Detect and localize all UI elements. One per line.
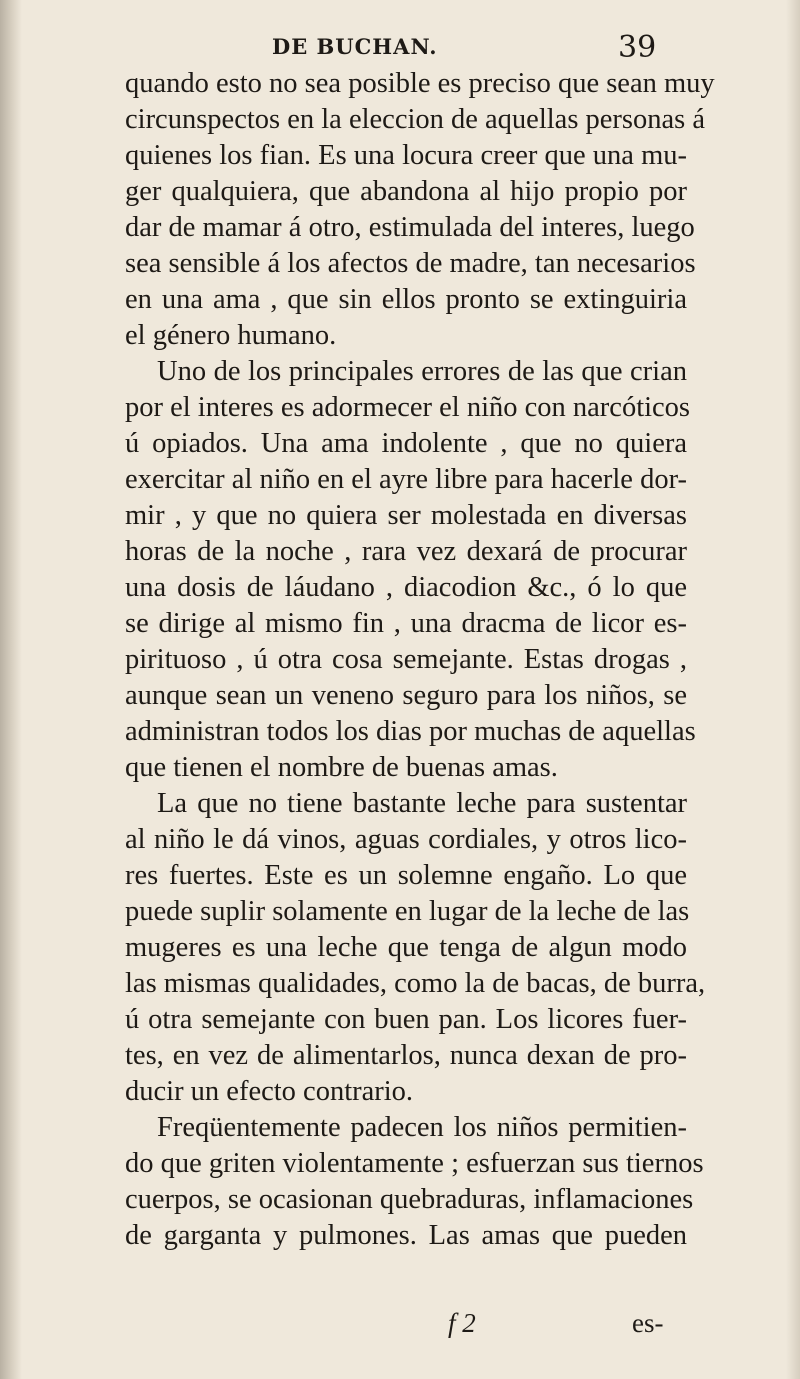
page-edge-shadow: [786, 0, 800, 1379]
gutter-shadow: [0, 0, 22, 1379]
text-line: se dirige al mismo fin , una dracma de licor es-: [125, 608, 687, 639]
page-footer: [0, 1308, 800, 1348]
text-line: mir , y que no quiera ser molestada en diversas: [125, 500, 687, 531]
text-line: ger qualquiera, que abandona al hijo propio por: [125, 176, 687, 207]
text-line: que tienen el nombre de buenas amas.: [125, 752, 558, 783]
text-line: ú otra semejante con buen pan. Los licores fuer-: [125, 1004, 687, 1035]
text-line: las mismas qualidades, como la de bacas, de burra,: [125, 968, 706, 999]
text-line: quando esto no sea posible es preciso que sean muy: [125, 68, 715, 99]
text-line: Uno de los principales errores de las que crian: [157, 356, 687, 387]
running-head: DE BUCHAN.: [272, 34, 438, 59]
text-line: aunque sean un veneno seguro para los niños, se: [125, 680, 687, 711]
text-line: Freqüentemente padecen los niños permitien-: [157, 1112, 687, 1143]
text-line: puede suplir solamente en lugar de la leche de las: [125, 896, 690, 927]
text-line: horas de la noche , rara vez dexará de procurar: [125, 536, 687, 567]
text-line: quienes los fian. Es una locura creer que una mu-: [125, 140, 687, 171]
text-line: do que griten violentamente ; esfuerzan sus tiernos: [125, 1148, 704, 1179]
text-line: tes, en vez de alimentarlos, nunca dexan de pro-: [125, 1040, 687, 1071]
text-line: exercitar al niño en el ayre libre para hacerle dor-: [125, 464, 687, 495]
text-line: en una ama , que sin ellos pronto se extinguiria: [125, 284, 687, 315]
signature-mark: f 2: [448, 1308, 476, 1338]
text-line: de garganta y pulmones. Las amas que pueden: [125, 1220, 687, 1251]
text-line: al niño le dá vinos, aguas cordiales, y otros lico-: [125, 824, 687, 855]
text-line: pirituoso , ú otra cosa semejante. Estas drogas ,: [125, 644, 687, 675]
text-line: por el interes es adormecer el niño con narcóticos: [125, 392, 691, 423]
text-line: La que no tiene bastante leche para sustentar: [157, 788, 687, 819]
text-line: administran todos los dias por muchas de aquellas: [125, 716, 696, 747]
text-line: el género humano.: [125, 320, 337, 351]
page-number: 39: [618, 30, 657, 65]
text-line: res fuertes. Este es un solemne engaño. Lo que: [125, 860, 687, 891]
text-line: cuerpos, se ocasionan quebraduras, inflamaciones: [125, 1184, 694, 1215]
text-line: ducir un efecto contrario.: [125, 1076, 414, 1107]
catchword: es-: [632, 1308, 664, 1338]
text-line: mugeres es una leche que tenga de algun modo: [125, 932, 687, 963]
page-header: [0, 28, 800, 68]
text-line: dar de mamar á otro, estimulada del interes, luego: [125, 212, 695, 243]
text-line: sea sensible á los afectos de madre, tan necesarios: [125, 248, 696, 279]
text-line: circunspectos en la eleccion de aquellas personas á: [125, 104, 706, 135]
text-line: ú opiados. Una ama indolente , que no quiera: [125, 428, 687, 459]
text-line: una dosis de láudano , diacodion &c., ó lo que: [125, 572, 687, 603]
